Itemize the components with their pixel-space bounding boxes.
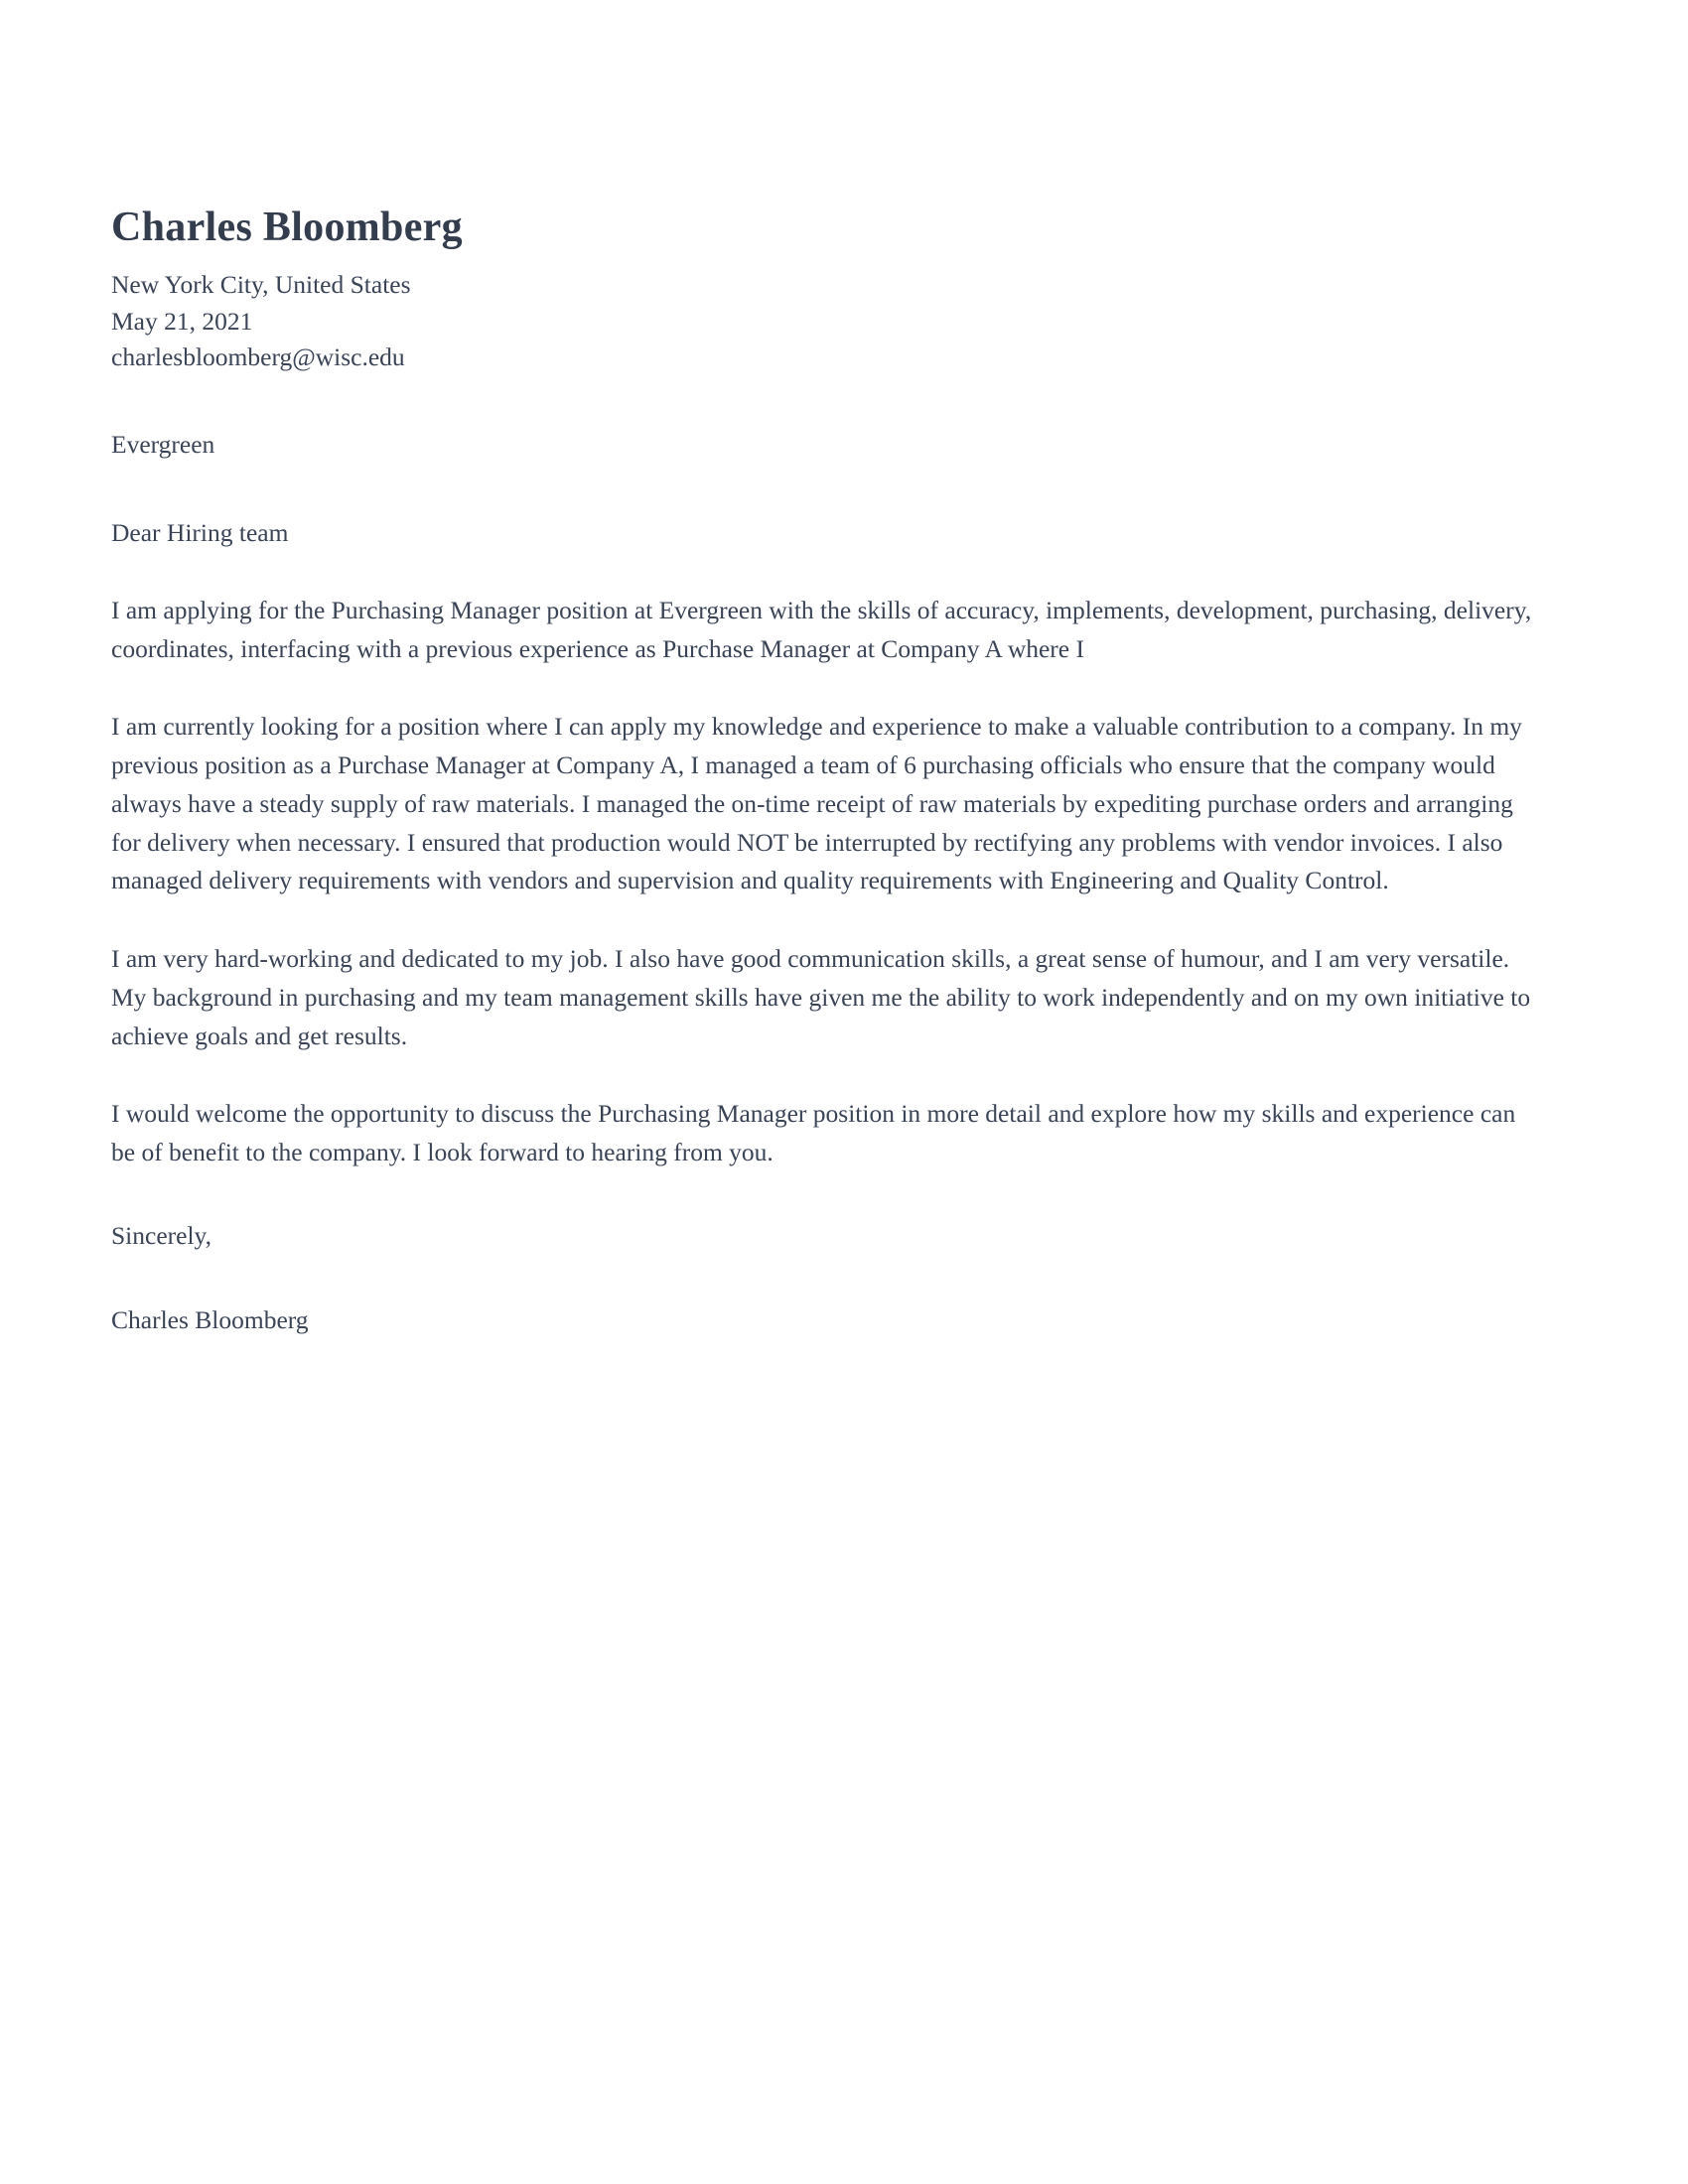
contact-email: charlesbloomberg@wisc.edu (111, 341, 405, 371)
signature-name: Charles Bloomberg (111, 1304, 309, 1334)
body-paragraph: I would welcome the opportunity to discuss the Purchasing Manager position in more detail and explore how my skills and experience can be of benefit to the company. I look forward to hearing from you. (111, 1099, 1516, 1167)
contact-location: New York City, United States (111, 270, 411, 300)
contact-date: May 21, 2021 (111, 306, 253, 336)
body-paragraph: I am very hard-working and dedicated to my job. I also have good communication skills, a great sense of humour, and I am very versatile. My background in purchasing and my team management skills have given me the ability to work independently and on my own initiative to achieve goals and get results. (111, 944, 1531, 1050)
page-title: Charles Bloomberg (111, 205, 463, 250)
letter-body (111, 204, 1539, 1339)
contact-block (111, 267, 1539, 375)
body-paragraph: I am applying for the Purchasing Manager position at Evergreen with the skills of accuracy, implements, development, purchasing, delivery, coordinates, interfacing with a previous experience as Purchase Manager at Company A where I (111, 595, 1532, 663)
closing-salutation: Sincerely, (111, 1220, 212, 1250)
recipient-company: Evergreen (111, 429, 215, 459)
salutation: Dear Hiring team (111, 517, 289, 547)
body-paragraph: I am currently looking for a position where I can apply my knowledge and experience to make a valuable contribution to a company. In my previous position as a Purchase Manager at Company A, I managed a team of 6 purchasing officials who ensure that the company would always have a steady supply of raw materials. I managed the on-time receipt of raw materials by expediting purchase orders and arranging for delivery when necessary. I ensured that production would NOT be interrupted by rectifying any problems with vendor invoices. I also managed delivery requirements with vendors and supervision and quality requirements with Engineering and Quality Control. (111, 712, 1522, 895)
